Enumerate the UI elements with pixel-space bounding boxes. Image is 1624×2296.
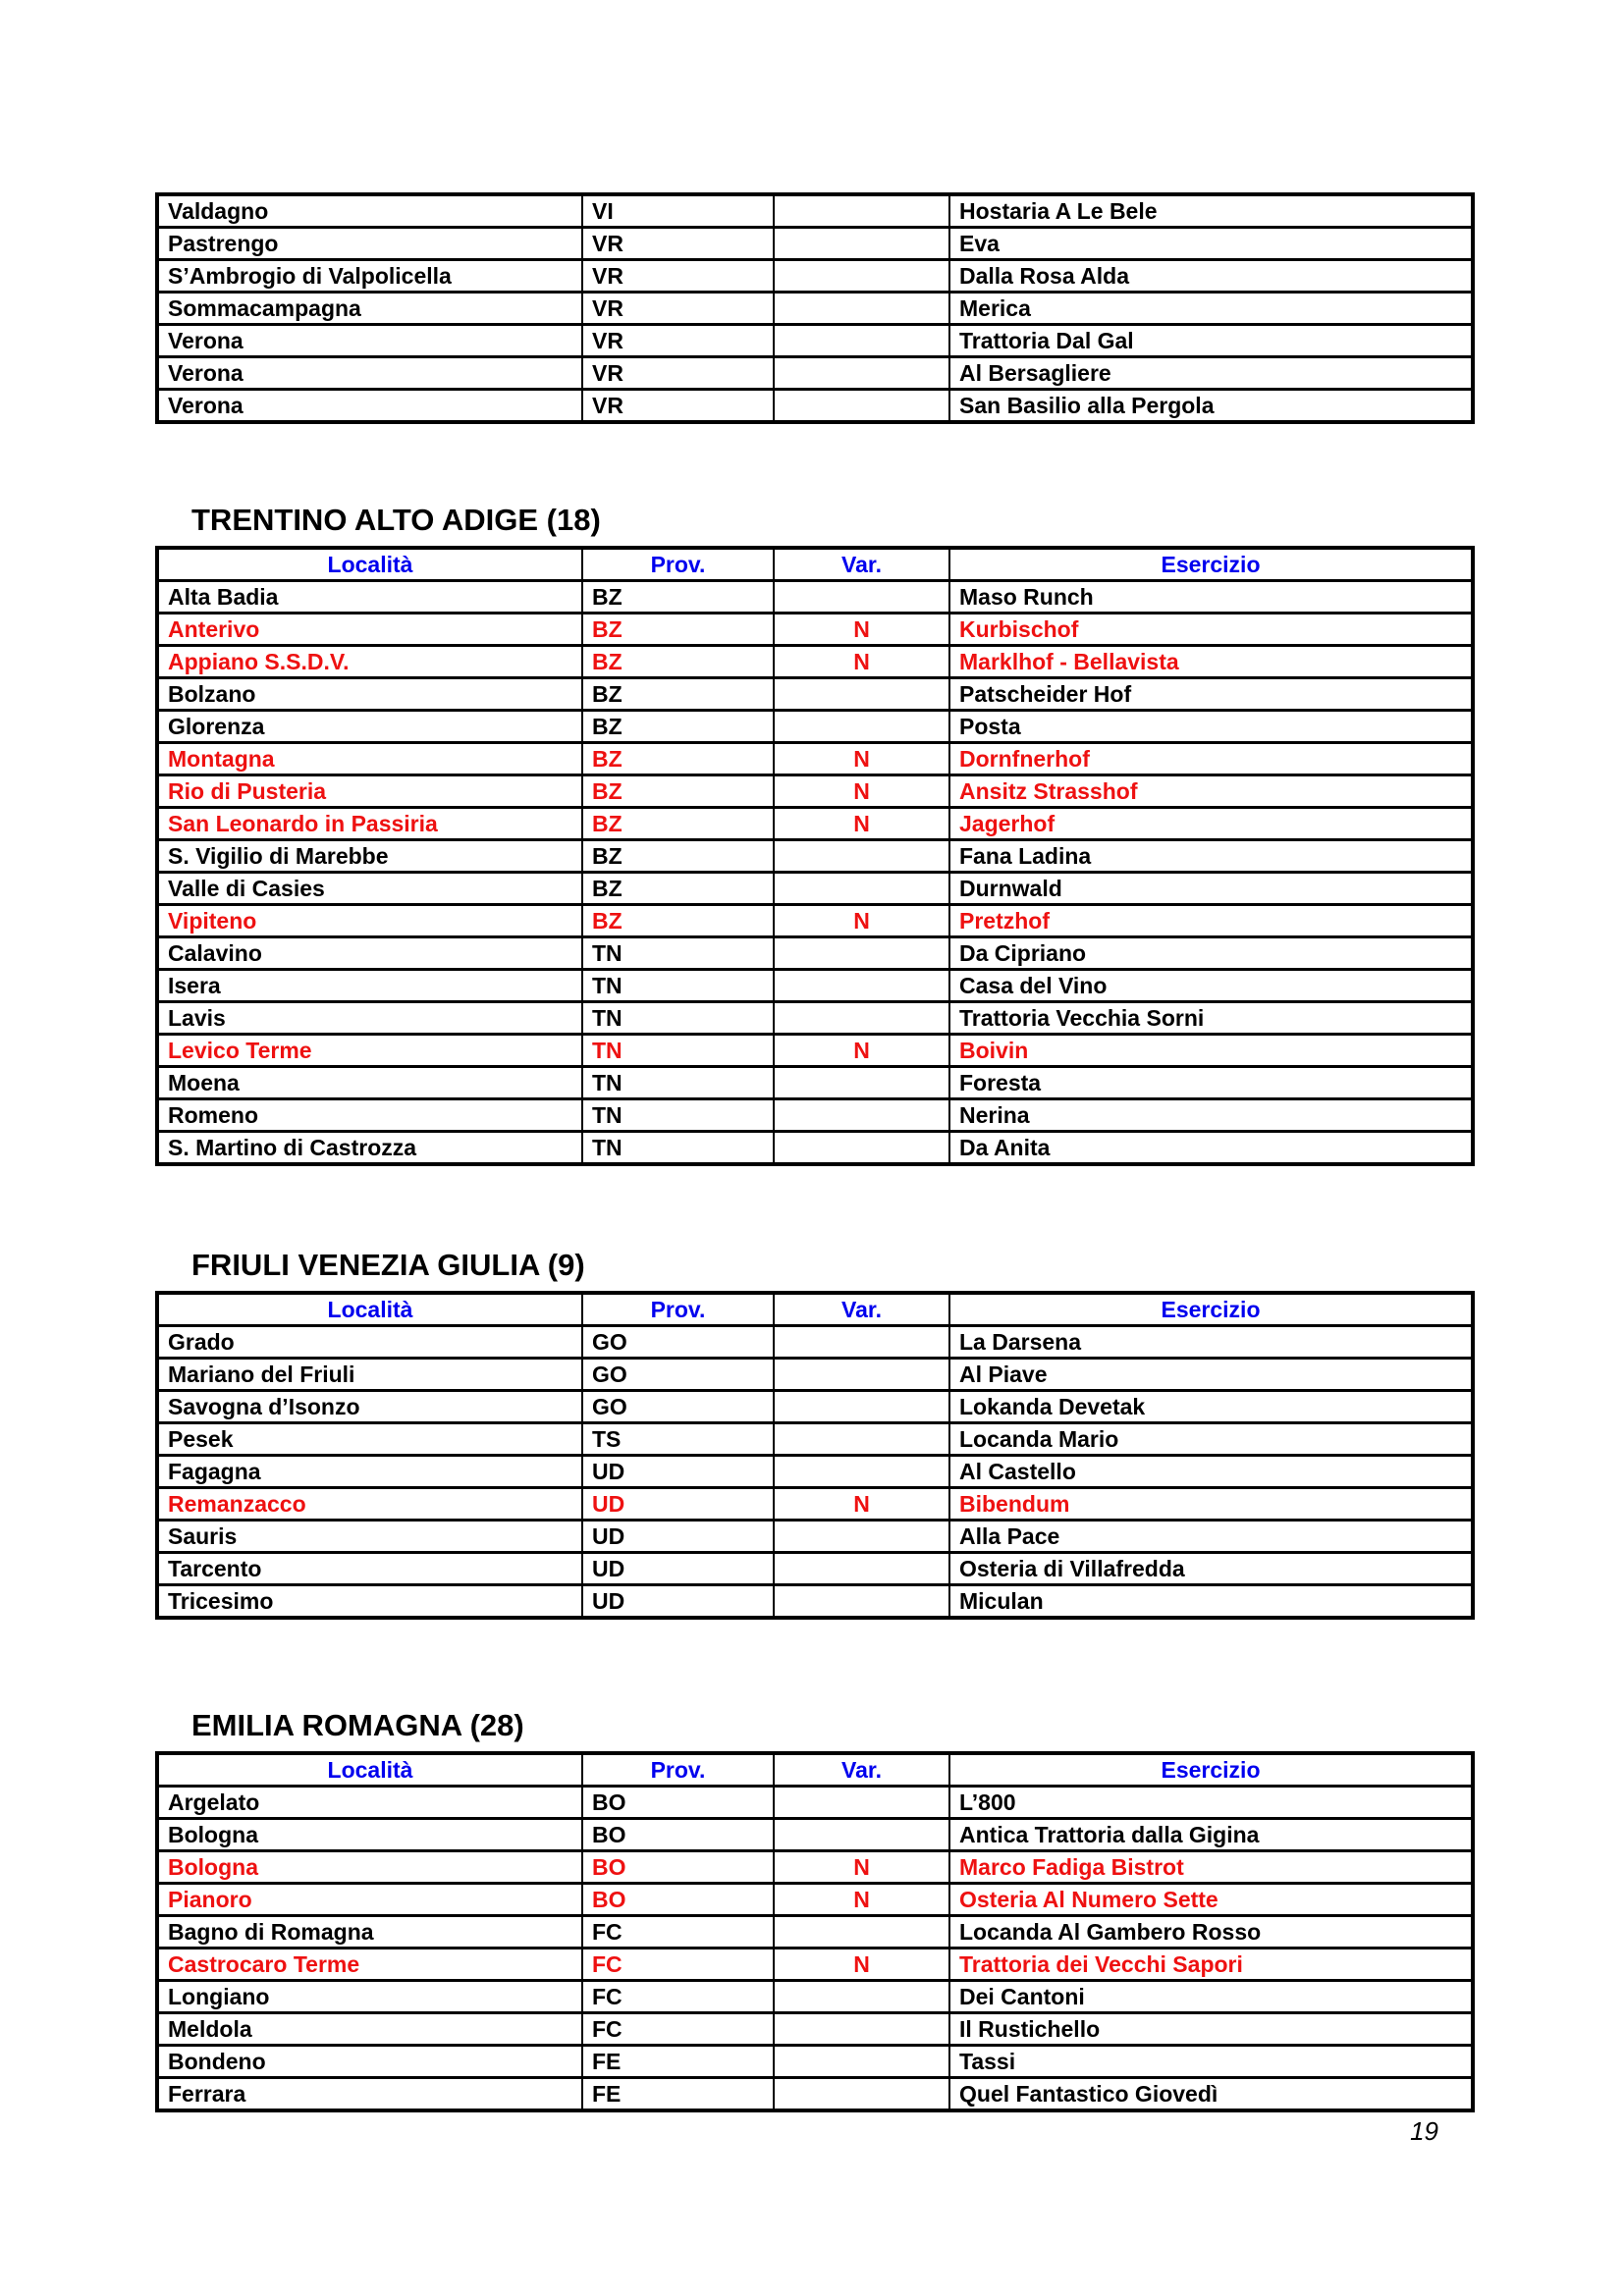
cell-var: N <box>774 1949 949 1981</box>
cell-esercizio: Pretzhof <box>949 905 1473 937</box>
cell-esercizio: Tassi <box>949 2046 1473 2078</box>
cell-prov: VR <box>582 357 774 390</box>
cell-prov: GO <box>582 1359 774 1391</box>
table-row <box>157 1359 1473 1391</box>
cell-var <box>774 1916 949 1949</box>
table-body <box>157 1293 1473 1618</box>
cell-var <box>774 325 949 357</box>
table-row <box>157 1035 1473 1067</box>
cell-var <box>774 1819 949 1851</box>
cell-esercizio: Bibendum <box>949 1488 1473 1521</box>
cell-localita: S. Vigilio di Marebbe <box>157 840 582 873</box>
cell-localita: S. Martino di Castrozza <box>157 1132 582 1165</box>
cell-prov: TN <box>582 1035 774 1067</box>
table-row <box>157 1002 1473 1035</box>
cell-prov: FC <box>582 1981 774 2013</box>
table-row <box>157 1391 1473 1423</box>
cell-esercizio: Casa del Vino <box>949 970 1473 1002</box>
cell-prov: BO <box>582 1884 774 1916</box>
cell-esercizio: Eva <box>949 228 1473 260</box>
cell-var: N <box>774 1035 949 1067</box>
cell-localita: Vipiteno <box>157 905 582 937</box>
cell-prov: BZ <box>582 873 774 905</box>
cell-localita: San Leonardo in Passiria <box>157 808 582 840</box>
cell-localita: Anterivo <box>157 614 582 646</box>
cell-localita: Savogna d’Isonzo <box>157 1391 582 1423</box>
section-emilia-romagna <box>155 1707 1471 2112</box>
cell-var <box>774 1423 949 1456</box>
column-header-localita: Località <box>157 548 582 581</box>
cell-prov: UD <box>582 1488 774 1521</box>
cell-prov: VR <box>582 390 774 423</box>
section-veneto-continuation <box>155 192 1471 424</box>
column-header-esercizio: Esercizio <box>949 548 1473 581</box>
table-row <box>157 390 1473 423</box>
cell-var: N <box>774 808 949 840</box>
cell-var: N <box>774 905 949 937</box>
cell-esercizio: Jagerhof <box>949 808 1473 840</box>
table-row <box>157 711 1473 743</box>
table-row <box>157 808 1473 840</box>
cell-var <box>774 678 949 711</box>
column-header-var: Var. <box>774 548 949 581</box>
cell-localita: Remanzacco <box>157 1488 582 1521</box>
cell-esercizio: Dei Cantoni <box>949 1981 1473 2013</box>
table-row <box>157 646 1473 678</box>
cell-localita: Fagagna <box>157 1456 582 1488</box>
cell-var <box>774 2046 949 2078</box>
table-row <box>157 1981 1473 2013</box>
column-header-localita: Località <box>157 1753 582 1787</box>
cell-esercizio: Dornfnerhof <box>949 743 1473 775</box>
cell-prov: BZ <box>582 614 774 646</box>
cell-prov: GO <box>582 1326 774 1359</box>
cell-prov: TN <box>582 1002 774 1035</box>
cell-prov: VR <box>582 293 774 325</box>
cell-var <box>774 1585 949 1619</box>
cell-prov: TN <box>582 1132 774 1165</box>
cell-var <box>774 937 949 970</box>
cell-var: N <box>774 1488 949 1521</box>
cell-var <box>774 1456 949 1488</box>
cell-prov: FC <box>582 1916 774 1949</box>
cell-esercizio: Fana Ladina <box>949 840 1473 873</box>
cell-esercizio: Nerina <box>949 1099 1473 1132</box>
cell-localita: Levico Terme <box>157 1035 582 1067</box>
cell-esercizio: Marco Fadiga Bistrot <box>949 1851 1473 1884</box>
cell-prov: BZ <box>582 840 774 873</box>
cell-prov: BZ <box>582 743 774 775</box>
cell-localita: Romeno <box>157 1099 582 1132</box>
table-row <box>157 357 1473 390</box>
cell-prov: BZ <box>582 808 774 840</box>
cell-var: N <box>774 775 949 808</box>
section-trentino-alto-adige <box>155 502 1471 1166</box>
cell-var <box>774 390 949 423</box>
table-body <box>157 548 1473 1164</box>
table-row <box>157 678 1473 711</box>
cell-var <box>774 194 949 228</box>
cell-var <box>774 840 949 873</box>
cell-var <box>774 1067 949 1099</box>
cell-localita: Grado <box>157 1326 582 1359</box>
cell-localita: Longiano <box>157 1981 582 2013</box>
table-row <box>157 1553 1473 1585</box>
table-row <box>157 2046 1473 2078</box>
cell-prov: BZ <box>582 581 774 614</box>
cell-esercizio: Locanda Al Gambero Rosso <box>949 1916 1473 1949</box>
cell-esercizio: Marklhof - Bellavista <box>949 646 1473 678</box>
cell-localita: Valdagno <box>157 194 582 228</box>
cell-localita: Alta Badia <box>157 581 582 614</box>
table-row <box>157 1456 1473 1488</box>
table-row <box>157 1787 1473 1819</box>
cell-esercizio: Ansitz Strasshof <box>949 775 1473 808</box>
cell-prov: TN <box>582 1067 774 1099</box>
cell-var <box>774 1326 949 1359</box>
cell-esercizio: Al Bersagliere <box>949 357 1473 390</box>
cell-localita: Meldola <box>157 2013 582 2046</box>
cell-esercizio: Patscheider Hof <box>949 678 1473 711</box>
cell-localita: Tarcento <box>157 1553 582 1585</box>
table-row <box>157 937 1473 970</box>
cell-localita: Bagno di Romagna <box>157 1916 582 1949</box>
cell-localita: Montagna <box>157 743 582 775</box>
restaurant-table-friuli-venezia-giulia <box>155 1291 1475 1620</box>
cell-prov: GO <box>582 1391 774 1423</box>
cell-esercizio: Kurbischof <box>949 614 1473 646</box>
cell-localita: Pianoro <box>157 1884 582 1916</box>
cell-prov: FE <box>582 2046 774 2078</box>
table-row <box>157 1851 1473 1884</box>
cell-prov: VR <box>582 325 774 357</box>
table-body <box>157 1753 1473 2110</box>
cell-esercizio: Locanda Mario <box>949 1423 1473 1456</box>
cell-esercizio: Durnwald <box>949 873 1473 905</box>
cell-prov: FC <box>582 2013 774 2046</box>
cell-var <box>774 1553 949 1585</box>
cell-localita: Appiano S.S.D.V. <box>157 646 582 678</box>
cell-prov: BO <box>582 1787 774 1819</box>
table-row <box>157 1916 1473 1949</box>
cell-prov: VR <box>582 228 774 260</box>
table-row <box>157 1099 1473 1132</box>
cell-localita: Pesek <box>157 1423 582 1456</box>
cell-esercizio: Trattoria dei Vecchi Sapori <box>949 1949 1473 1981</box>
cell-var: N <box>774 1884 949 1916</box>
cell-prov: UD <box>582 1553 774 1585</box>
cell-esercizio: Da Cipriano <box>949 937 1473 970</box>
cell-esercizio: La Darsena <box>949 1326 1473 1359</box>
cell-localita: Valle di Casies <box>157 873 582 905</box>
cell-var <box>774 2078 949 2111</box>
table-row <box>157 840 1473 873</box>
cell-prov: VI <box>582 194 774 228</box>
cell-esercizio: Dalla Rosa Alda <box>949 260 1473 293</box>
cell-var <box>774 1099 949 1132</box>
table-row <box>157 1132 1473 1165</box>
table-row <box>157 1949 1473 1981</box>
table-row <box>157 1067 1473 1099</box>
table-row <box>157 1326 1473 1359</box>
cell-esercizio: Foresta <box>949 1067 1473 1099</box>
cell-var: N <box>774 646 949 678</box>
cell-var <box>774 1981 949 2013</box>
cell-localita: Ferrara <box>157 2078 582 2111</box>
cell-var: N <box>774 743 949 775</box>
cell-var <box>774 1359 949 1391</box>
column-header-esercizio: Esercizio <box>949 1753 1473 1787</box>
cell-var <box>774 873 949 905</box>
table-header-row <box>157 548 1473 581</box>
table-row <box>157 1819 1473 1851</box>
cell-localita: Castrocaro Terme <box>157 1949 582 1981</box>
cell-var: N <box>774 1851 949 1884</box>
cell-prov: BO <box>582 1851 774 1884</box>
cell-var <box>774 581 949 614</box>
cell-prov: TN <box>582 1099 774 1132</box>
cell-prov: FC <box>582 1949 774 1981</box>
cell-var <box>774 711 949 743</box>
column-header-prov: Prov. <box>582 1293 774 1326</box>
table-row <box>157 970 1473 1002</box>
table-row <box>157 1521 1473 1553</box>
cell-var <box>774 2013 949 2046</box>
cell-localita: Isera <box>157 970 582 1002</box>
cell-var <box>774 970 949 1002</box>
cell-var <box>774 293 949 325</box>
cell-localita: Bologna <box>157 1851 582 1884</box>
cell-localita: Mariano del Friuli <box>157 1359 582 1391</box>
cell-localita: Moena <box>157 1067 582 1099</box>
cell-esercizio: Da Anita <box>949 1132 1473 1165</box>
restaurant-table-trentino-alto-adige <box>155 546 1475 1166</box>
cell-localita: Verona <box>157 390 582 423</box>
restaurant-table-veneto-continuation <box>155 192 1475 424</box>
cell-var <box>774 1521 949 1553</box>
cell-prov: BZ <box>582 646 774 678</box>
section-title-trentino-alto-adige: TRENTINO ALTO ADIGE (18) <box>191 503 601 537</box>
table-row <box>157 2078 1473 2111</box>
cell-prov: BZ <box>582 711 774 743</box>
table-row <box>157 743 1473 775</box>
column-header-esercizio: Esercizio <box>949 1293 1473 1326</box>
cell-localita: Lavis <box>157 1002 582 1035</box>
cell-esercizio: Posta <box>949 711 1473 743</box>
cell-var <box>774 1391 949 1423</box>
table-row <box>157 325 1473 357</box>
cell-esercizio: Merica <box>949 293 1473 325</box>
table-header-row <box>157 1753 1473 1787</box>
table-header-row <box>157 1293 1473 1326</box>
cell-esercizio: Hostaria A Le Bele <box>949 194 1473 228</box>
page-number: 19 <box>1410 2116 1438 2146</box>
column-header-prov: Prov. <box>582 1753 774 1787</box>
cell-prov: TN <box>582 937 774 970</box>
cell-esercizio: San Basilio alla Pergola <box>949 390 1473 423</box>
column-header-localita: Località <box>157 1293 582 1326</box>
cell-localita: Bolzano <box>157 678 582 711</box>
restaurant-table-emilia-romagna <box>155 1751 1475 2112</box>
table-row <box>157 2013 1473 2046</box>
cell-prov: BZ <box>582 775 774 808</box>
table-row <box>157 1884 1473 1916</box>
cell-prov: FE <box>582 2078 774 2111</box>
section-title-friuli-venezia-giulia: FRIULI VENEZIA GIULIA (9) <box>191 1248 585 1282</box>
cell-esercizio: Osteria di Villafredda <box>949 1553 1473 1585</box>
section-title-emilia-romagna: EMILIA ROMAGNA (28) <box>191 1708 524 1742</box>
table-row <box>157 1423 1473 1456</box>
cell-localita: Argelato <box>157 1787 582 1819</box>
cell-localita: Tricesimo <box>157 1585 582 1619</box>
column-header-var: Var. <box>774 1293 949 1326</box>
cell-esercizio: Miculan <box>949 1585 1473 1619</box>
cell-var <box>774 260 949 293</box>
cell-prov: VR <box>582 260 774 293</box>
cell-var <box>774 1787 949 1819</box>
cell-localita: Glorenza <box>157 711 582 743</box>
cell-localita: Calavino <box>157 937 582 970</box>
cell-esercizio: Quel Fantastico Giovedì <box>949 2078 1473 2111</box>
cell-esercizio: Il Rustichello <box>949 2013 1473 2046</box>
cell-prov: UD <box>582 1456 774 1488</box>
table-row <box>157 614 1473 646</box>
table-row <box>157 260 1473 293</box>
cell-localita: Verona <box>157 357 582 390</box>
table-row <box>157 228 1473 260</box>
table-row <box>157 873 1473 905</box>
cell-prov: UD <box>582 1521 774 1553</box>
cell-var <box>774 228 949 260</box>
cell-localita: Bondeno <box>157 2046 582 2078</box>
cell-esercizio: Osteria Al Numero Sette <box>949 1884 1473 1916</box>
table-body <box>157 194 1473 422</box>
cell-prov: UD <box>582 1585 774 1619</box>
section-friuli-venezia-giulia <box>155 1247 1471 1620</box>
cell-localita: Bologna <box>157 1819 582 1851</box>
cell-esercizio: Alla Pace <box>949 1521 1473 1553</box>
cell-localita: Sauris <box>157 1521 582 1553</box>
table-row <box>157 581 1473 614</box>
cell-esercizio: Maso Runch <box>949 581 1473 614</box>
cell-prov: BZ <box>582 678 774 711</box>
cell-localita: Rio di Pusteria <box>157 775 582 808</box>
cell-esercizio: Trattoria Vecchia Sorni <box>949 1002 1473 1035</box>
table-row <box>157 1585 1473 1619</box>
cell-esercizio: Boivin <box>949 1035 1473 1067</box>
cell-var <box>774 357 949 390</box>
column-header-var: Var. <box>774 1753 949 1787</box>
cell-var: N <box>774 614 949 646</box>
cell-esercizio: L’800 <box>949 1787 1473 1819</box>
table-row <box>157 1488 1473 1521</box>
cell-esercizio: Lokanda Devetak <box>949 1391 1473 1423</box>
cell-prov: TS <box>582 1423 774 1456</box>
cell-localita: Verona <box>157 325 582 357</box>
cell-var <box>774 1002 949 1035</box>
cell-esercizio: Al Castello <box>949 1456 1473 1488</box>
cell-localita: S’Ambrogio di Valpolicella <box>157 260 582 293</box>
cell-prov: BO <box>582 1819 774 1851</box>
cell-esercizio: Trattoria Dal Gal <box>949 325 1473 357</box>
table-row <box>157 293 1473 325</box>
cell-localita: Pastrengo <box>157 228 582 260</box>
cell-var <box>774 1132 949 1165</box>
table-row <box>157 905 1473 937</box>
table-row <box>157 775 1473 808</box>
cell-esercizio: Al Piave <box>949 1359 1473 1391</box>
column-header-prov: Prov. <box>582 548 774 581</box>
table-row <box>157 194 1473 228</box>
cell-esercizio: Antica Trattoria dalla Gigina <box>949 1819 1473 1851</box>
cell-prov: TN <box>582 970 774 1002</box>
cell-localita: Sommacampagna <box>157 293 582 325</box>
cell-prov: BZ <box>582 905 774 937</box>
